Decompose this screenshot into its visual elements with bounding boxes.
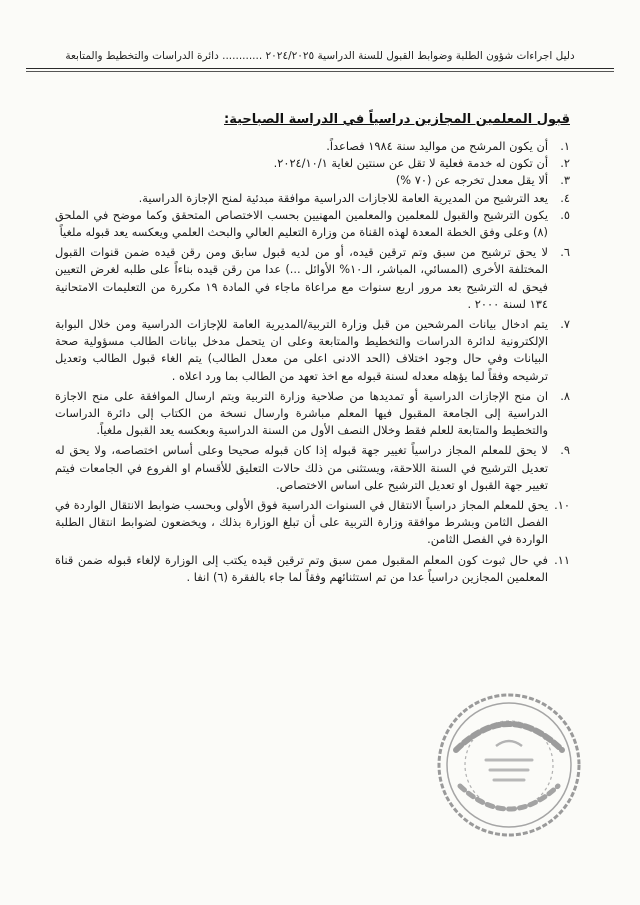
official-seal-stamp (434, 690, 584, 840)
item-number: ٤. (560, 190, 570, 205)
item-number: ٦. (560, 245, 570, 260)
item-text: أن تكون له خدمة فعلية لا تقل عن سنتين لغاية ٢٠٢٤/١٠/١. (273, 156, 548, 171)
item-number: ١٠. (554, 498, 570, 513)
item-text: ألا يقل معدل تخرجه عن (٧٠ %) (395, 173, 548, 188)
item-text: يعد الترشيح من المديرية العامة للاجازات الدراسية موافقة مبدئية لمنح الإجازة الدراسية. (138, 190, 548, 205)
list-item (55, 207, 570, 241)
page-header (26, 50, 614, 63)
item-text: في حال ثبوت كون المعلم المقبول ممن سبق وتم ترقين قيده يكتب إلى الوزارة لإلغاء قبوله ضمن قناة المعلمين المجازين دراسياً عدا من تم استثنائهم وفقاً لما جاء بالفقرة (٦) انفا . (55, 552, 548, 584)
item-text: أن يكون المرشح من مواليد سنة ١٩٨٤ فصاعداً. (326, 139, 548, 153)
item-number: ٥. (560, 207, 570, 222)
list-item (55, 244, 570, 313)
list-item (55, 442, 570, 494)
item-text: ان منح الإجازات الدراسية أو تمديدها من صلاحية وزارة التربية ويتم ارسال الموافقة على منح الاجازة الدراسية إلى الجامعة المقبول فيها المعلم مباشرة وارسال نسخة من الكتاب إلى دائرة الدراسات والتخطيط والمتابعة للعلم فقط وخلال النصف الأول من السنة الدراسية وبعكسه يعد القبول ملغياً. (55, 388, 548, 438)
list-item (55, 388, 570, 440)
header-separator: ............ (222, 50, 263, 62)
seal-icon (434, 690, 584, 840)
item-number: ٩. (560, 443, 570, 458)
item-number: ٨. (560, 388, 570, 403)
list-item (55, 155, 570, 172)
item-text: يحق للمعلم المجاز دراسياً الانتقال في السنوات الدراسية فوق الأولى وبحسب ضوابط الانتقال الواردة في الفصل الثامن وبشرط موافقة وزارة التربية على أن تبلغ الوزارة بذلك ، ويخضعون لضوابط انتقال الطلبة الواردة في الفصل الثامن. (55, 498, 548, 547)
header-right-text: دليل اجراءات شؤون الطلبة وضوابط القبول للسنة الدراسية ٢٠٢٤/٢٠٢٥ (265, 50, 575, 62)
item-text: لا يحق للمعلم المجاز دراسياً تغيير جهة قبوله إذا كان قبوله صحيحا وعلى أساس اختصاصه، ولا يحق له تعديل الترشيح في السنة اللاحقة، ويستثنى من ذلك حالات التعليق للأقسام او الفروع في الجامعات فيتم تغيير جهة القبول او تعديل الترشيح على اساس الاختصاص. (55, 443, 548, 492)
header-left-text: دائرة الدراسات والتخطيط والمتابعة (65, 50, 219, 62)
item-number: ١. (560, 139, 570, 153)
list-item (55, 138, 570, 155)
header-rule (26, 68, 614, 69)
item-number: ٢. (560, 156, 570, 171)
item-number: ١١. (554, 552, 570, 567)
list-item (55, 497, 570, 549)
item-number: ٣. (560, 173, 570, 188)
list-item (55, 316, 570, 385)
list-item (55, 172, 570, 189)
item-text: يكون الترشيح والقبول للمعلمين والمعلمين المهنيين بحسب الاختصاص المتحقق وكما موضح في الملحق (٨) وعلى وفق الخطة المعدة لهذه القناة من وزارة التعليم العالي والبحث العلمي ويعكسه يعد قبوله ملغياً (55, 207, 548, 240)
list-item (55, 552, 570, 586)
section-title: قبول المعلمين المجازين دراسياً في الدراسة الصباحية: (224, 112, 570, 127)
conditions-list (55, 138, 570, 589)
item-text: لا يحق ترشيح من سبق وتم ترقين قيده، أو من لديه قبول سابق ومن رقن قيده ضمن قنوات القبول المختلفة الأخرى (المسائي، المباشر، الـ١٠% الأوائل ...) عدا من رقن قيده بناءاً على طلبه لغرض التعيين فيحق له الترشيح بعد مرور اربع سنوات مع مراعاة ماجاء في المادة ١٩ مكررة من التعليمات الامتحانية ١٣٤ لسنة ٢٠٠٠ . (55, 245, 549, 311)
item-text: يتم ادخال بيانات المرشحين من قبل وزارة التربية/المديرية العامة للإجازات الدراسية ومن خلال البوابة الإلكترونية لدائرة الدراسات والتخطيط والمتابعة وعلى ان يتحمل مدخل بيانات الطالب مسؤولية صحة البيانات وفي حال وجود اختلاف (الحد الادنى اعلى من معدل الطالب) يتم الغاء قبول الطالب وتعديل ترشيحه وفقاً لما يؤهله معدله لسنة قبوله مع اخذ تعهد من الطالب بما ورد اعلاه . (55, 317, 548, 383)
header-rule-thin (26, 71, 614, 72)
item-number: ٧. (560, 317, 570, 332)
list-item (55, 190, 570, 207)
